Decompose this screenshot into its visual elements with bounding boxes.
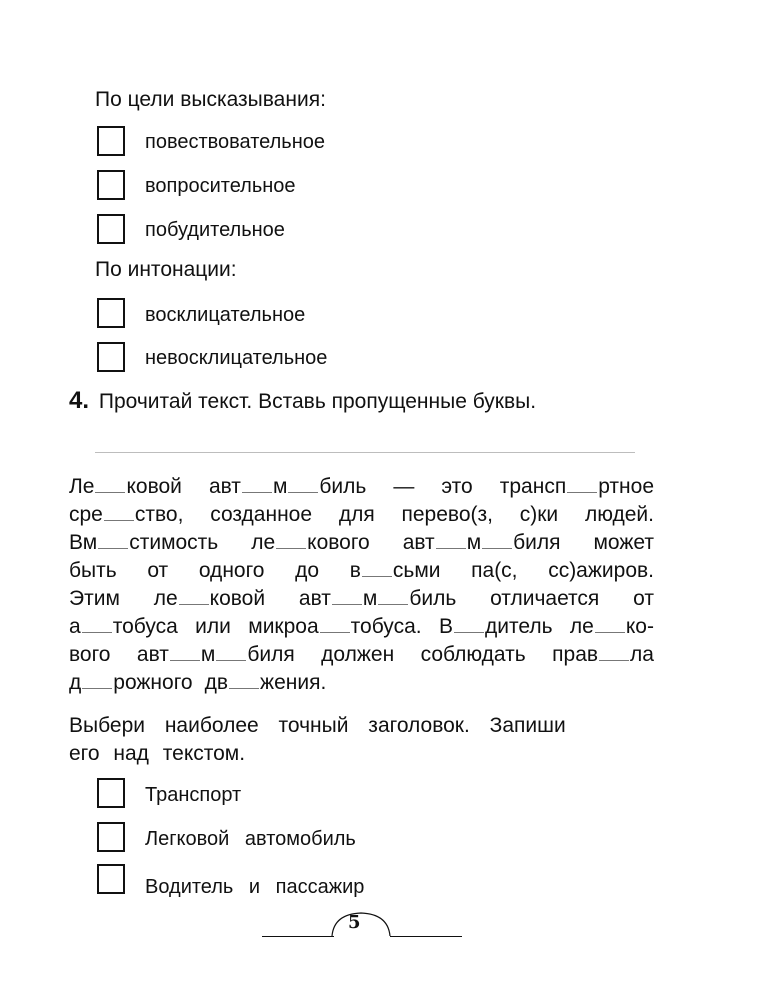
question-line-1 (69, 712, 654, 740)
text-word: ле ковой (153, 587, 266, 610)
missing-letter-blank[interactable] (378, 603, 408, 605)
missing-letter-blank[interactable] (216, 659, 246, 661)
text-word: отличается (490, 587, 600, 610)
text-word: Вм стимость (69, 531, 219, 554)
text-word: перево(з, (401, 503, 493, 526)
section-heading-intonation: По интонации: (95, 258, 237, 281)
missing-letter-blank[interactable] (98, 547, 128, 549)
title-option-driver: Водитель и пассажир (145, 876, 365, 898)
missing-letter-blank[interactable] (599, 659, 629, 661)
option-label-narrative: повествовательное (145, 131, 326, 153)
missing-letter-blank[interactable] (104, 519, 134, 521)
text-word: микроа тобуса. (248, 615, 422, 638)
text-word: может (593, 531, 654, 554)
text-word: одного (198, 559, 265, 582)
missing-letter-blank[interactable] (595, 631, 625, 633)
title-option-transport: Транспорт (145, 784, 242, 806)
missing-letter-blank[interactable] (95, 491, 125, 493)
text-word: трансп ртное (499, 475, 654, 498)
text-word: сре ство, (69, 503, 184, 526)
text-word: В дитель (438, 615, 553, 638)
text-word: это (441, 475, 473, 498)
title-answer-line[interactable] (95, 452, 635, 453)
option-label-non-exclamatory: невосклицательное (145, 347, 328, 369)
text-word: па(с, (471, 559, 518, 582)
checkbox-title-car[interactable] (97, 822, 125, 852)
text-word: авт м биля (402, 531, 561, 554)
footer-line-right (390, 936, 462, 937)
checkbox-exclamatory[interactable] (97, 298, 125, 328)
text-word: до (295, 559, 320, 582)
text-word: Этим (69, 587, 120, 610)
page-number-arch (330, 910, 392, 940)
option-label-exclamatory: восклицательное (145, 304, 306, 326)
text-word: авт м биль (298, 587, 457, 610)
checkbox-non-exclamatory[interactable] (97, 342, 125, 372)
missing-letter-blank[interactable] (229, 687, 259, 689)
text-word: авт м биля (136, 643, 295, 666)
missing-letter-blank[interactable] (320, 631, 350, 633)
text-line (69, 503, 654, 527)
text-word: с)ки (519, 503, 559, 526)
text-word: сс)ажиров. (548, 559, 654, 582)
text-word: д рожного (69, 671, 193, 694)
text-word: людей. (584, 503, 654, 526)
missing-letter-blank[interactable] (170, 659, 200, 661)
text-word: быть (69, 559, 117, 582)
task-instruction: Прочитай текст. Вставь пропущенные буквы. (98, 390, 537, 413)
page-footer (262, 910, 462, 940)
question-line-2: его над текстом. (69, 742, 246, 765)
text-word: в сьми (349, 559, 441, 582)
text-word: от (633, 587, 654, 610)
checkbox-title-driver[interactable] (97, 864, 125, 894)
missing-letter-blank[interactable] (82, 687, 112, 689)
text-word: должен (321, 643, 395, 666)
text-word: созданное (210, 503, 313, 526)
text-word: или (195, 615, 231, 638)
text-word: вого (69, 643, 111, 666)
missing-letter-blank[interactable] (454, 631, 484, 633)
task-4-header (69, 387, 536, 415)
text-word: дв жения. (204, 671, 327, 694)
missing-letter-blank[interactable] (276, 547, 306, 549)
text-word: для (338, 503, 375, 526)
text-word: от (147, 559, 169, 582)
task-number: 4. (69, 387, 90, 414)
checkbox-title-transport[interactable] (97, 778, 125, 808)
text-word: соблюдать (420, 643, 526, 666)
missing-letter-blank[interactable] (332, 603, 362, 605)
text-line (69, 475, 654, 499)
text-word: — (393, 475, 415, 498)
text-line (69, 559, 654, 583)
page-number: 5 (348, 912, 361, 933)
text-line (69, 643, 654, 667)
text-word: а тобуса (69, 615, 178, 638)
section-heading-purpose: По цели высказывания: (95, 88, 326, 111)
text-word: ле ко- (569, 615, 654, 638)
missing-letter-blank[interactable] (567, 491, 597, 493)
missing-letter-blank[interactable] (82, 631, 112, 633)
question-text-1: Выбери наиболее точный заголовок. Запиши (69, 714, 566, 737)
option-label-interrogative: вопросительное (145, 175, 296, 197)
text-word: авт м биль (208, 475, 367, 498)
text-word: ле кового (251, 531, 370, 554)
missing-letter-blank[interactable] (179, 603, 209, 605)
text-line (69, 531, 654, 555)
missing-letter-blank[interactable] (482, 547, 512, 549)
footer-line-left (262, 936, 334, 937)
checkbox-imperative[interactable] (97, 214, 125, 244)
text-word: прав ла (552, 643, 654, 666)
missing-letter-blank[interactable] (242, 491, 272, 493)
missing-letter-blank[interactable] (436, 547, 466, 549)
missing-letter-blank[interactable] (362, 575, 392, 577)
checkbox-interrogative[interactable] (97, 170, 125, 200)
text-line (69, 615, 654, 639)
question-block (69, 712, 654, 768)
checkbox-narrative[interactable] (97, 126, 125, 156)
missing-letter-blank[interactable] (288, 491, 318, 493)
text-line (69, 587, 654, 611)
title-option-car: Легковой автомобиль (145, 828, 356, 850)
text-line (69, 671, 654, 695)
option-label-imperative: побудительное (145, 219, 285, 241)
text-word: Ле ковой (69, 475, 182, 498)
